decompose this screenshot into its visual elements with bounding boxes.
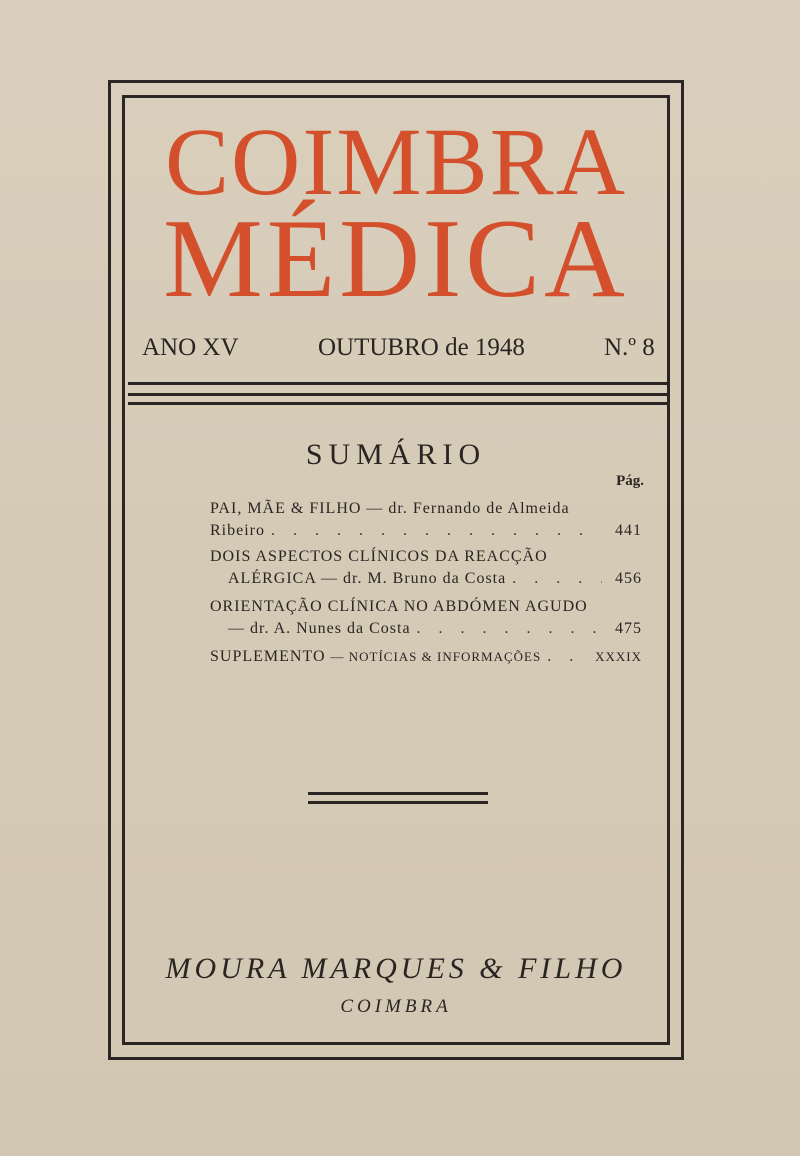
dot-leader bbox=[271, 520, 602, 542]
entry-page: 456 bbox=[615, 570, 642, 587]
ornament-rule-bottom bbox=[308, 801, 488, 804]
contents-entry bbox=[210, 596, 642, 640]
entry-page: 441 bbox=[615, 522, 642, 539]
journal-title-line2: MÉDICA bbox=[163, 197, 629, 321]
entry-page: XXXIX bbox=[595, 649, 642, 664]
header-divider-top bbox=[128, 382, 668, 385]
entry-title: PAI, MÃE & FILHO — dr. Fernando de Almeida bbox=[210, 500, 570, 517]
dot-leader bbox=[417, 618, 602, 640]
volume-year: ANO XV bbox=[142, 334, 239, 361]
entry-title-continued: — dr. A. Nunes da Costa bbox=[228, 620, 411, 637]
issue-date: OUTUBRO de 1948 bbox=[318, 334, 525, 361]
entry-title-continued: Ribeiro bbox=[210, 522, 265, 539]
entry-title: SUPLEMENTO bbox=[210, 648, 326, 665]
publisher-name: MOURA MARQUES & FILHO bbox=[165, 952, 627, 985]
contents-entry bbox=[210, 646, 642, 668]
contents-heading: SUMÁRIO bbox=[305, 438, 487, 471]
entry-title: DOIS ASPECTOS CLÍNICOS DA REACÇÃO bbox=[210, 548, 548, 565]
header-divider-middle bbox=[128, 393, 668, 396]
entry-title: ORIENTAÇÃO CLÍNICA NO ABDÓMEN AGUDO bbox=[210, 598, 588, 615]
entry-page: 475 bbox=[615, 620, 642, 637]
contents-entry bbox=[210, 498, 642, 542]
page-column-label: Pág. bbox=[616, 473, 644, 489]
dot-leader bbox=[512, 568, 602, 590]
journal-title-line1: COIMBRA bbox=[164, 108, 628, 215]
dot-leader bbox=[547, 646, 589, 668]
entry-subtitle: — NOTÍCIAS & INFORMAÇÕES bbox=[330, 649, 542, 664]
ornament-rule-top bbox=[308, 792, 488, 795]
entry-title-continued: ALÉRGICA — dr. M. Bruno da Costa bbox=[228, 570, 507, 587]
issue-number: N.º 8 bbox=[604, 334, 655, 361]
contents-entry bbox=[210, 546, 642, 590]
publisher-city: COIMBRA bbox=[340, 996, 452, 1017]
header-divider-bottom bbox=[128, 402, 668, 405]
